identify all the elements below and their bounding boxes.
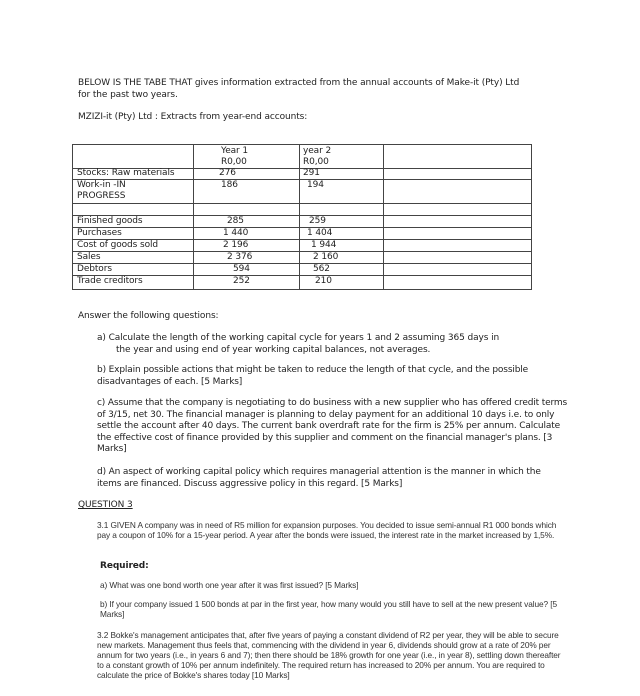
- table-rule: [73, 251, 531, 252]
- row-year2: 194: [307, 180, 324, 190]
- year1-header: Year 1: [221, 146, 249, 156]
- question-b: b) Explain possible actions that might be taken to reduce the length of that cycle, and the possible disadvantages of each. [5 Marks]: [97, 365, 529, 387]
- table-divider: [383, 145, 384, 289]
- row-year1: 594: [233, 264, 250, 274]
- row-year1: 252: [233, 276, 250, 286]
- row-year2: 562: [313, 264, 330, 274]
- required-a: a) What was one bond worth one year after it was first issued? [5 Marks]: [100, 580, 359, 590]
- row-year2: 259: [309, 216, 326, 226]
- intro-line-2: for the past two years.: [78, 90, 178, 100]
- table-rule: [73, 227, 531, 228]
- row-year2: 210: [315, 276, 332, 286]
- row-year1: 276: [219, 168, 236, 178]
- row-label: Trade creditors: [77, 276, 143, 286]
- row-year1: 186: [221, 180, 238, 190]
- row-label: Cost of goods sold: [77, 240, 159, 250]
- row-label: Stocks: Raw materials: [77, 168, 175, 178]
- row-label: Purchases: [77, 228, 122, 238]
- table-rule: [73, 263, 531, 264]
- year2-unit: R0,00: [303, 157, 329, 167]
- question-3-1: 3.1 GIVEN A company was in need of R5 million for expansion purposes. You decided to issue semi-annual R1 000 bonds which pay a coupon of 10% for a 15-year period. A year after the bonds were issued, the interest rate in the market increased by 1,5%.: [97, 520, 557, 540]
- table-rule: [73, 179, 531, 180]
- year1-unit: R0,00: [221, 157, 247, 167]
- row-year2: 2 160: [313, 252, 339, 262]
- row-year1: 2 376: [227, 252, 253, 262]
- required-b: b) If your company issued 1 500 bonds at par in the first year, how many would you still have to sell at the new present value? [5 Marks]: [100, 599, 557, 619]
- question3-heading: QUESTION 3: [78, 500, 133, 510]
- row-year2: 291: [303, 168, 320, 178]
- table-rule: [73, 203, 531, 204]
- question-3-2: 3.2 Bokke's management anticipates that, after five years of paying a constant dividend of R2 per year, they will be able to secure new markets. Management thus feels that, commencing with the dividend in year 6, dividends should grow at a rate of 20% per annum for two years (i.e., in years 6 and 7); then there should be 18% growth for one year (i.e., in year 8), settling down thereafter to a constant growth of 10% per annum indefinitely. The required return has increased to 20% per annum. You are required to calculate the price of Bokke's shares today [10 Marks]: [97, 630, 561, 680]
- questions-intro: Answer the following questions:: [78, 311, 219, 321]
- table-divider: [299, 145, 300, 289]
- question-a: a) Calculate the length of the working capital cycle for years 1 and 2 assuming 365 days in: [97, 333, 500, 343]
- question-d: d) An aspect of working capital policy which requires managerial attention is the manner in which the items are financed. Discuss aggressive policy in this regard. [5 Marks]: [97, 467, 541, 489]
- required-heading: Required:: [100, 561, 149, 571]
- row-year2: 1 404: [307, 228, 333, 238]
- accounts-table: [72, 144, 532, 290]
- question-c: c) Assume that the company is negotiating to do business with a new supplier who has offered credit terms of 3/15, net 30. The financial manager is planning to delay payment for an additional 10 days i.e. to only settle the account after 40 days. The current bank overdraft rate for the firm is 25% per annum. Calculate the effective cost of finance provided by this supplier and comment on the financial manager's plans. [3 Marks]: [97, 398, 568, 454]
- row-label-cont: PROGRESS: [77, 191, 126, 201]
- table-subtitle: MZIZI-it (Pty) Ltd : Extracts from year-end accounts:: [78, 112, 308, 122]
- row-year2: 1 944: [311, 240, 337, 250]
- row-year1: 1 440: [223, 228, 249, 238]
- row-year1: 2 196: [223, 240, 249, 250]
- row-label: Sales: [77, 252, 101, 262]
- year2-header: year 2: [303, 146, 332, 156]
- row-label: Work-in -IN: [77, 180, 126, 190]
- table-divider: [193, 145, 194, 289]
- row-label: Finished goods: [77, 216, 143, 226]
- intro-line-1: BELOW IS THE TABE THAT gives information extracted from the annual accounts of Make-it (Pty) Ltd: [78, 78, 520, 88]
- row-label: Debtors: [77, 264, 112, 274]
- question-a-cont: the year and using end of year working capital balances, not averages.: [116, 345, 431, 355]
- row-year1: 285: [227, 216, 244, 226]
